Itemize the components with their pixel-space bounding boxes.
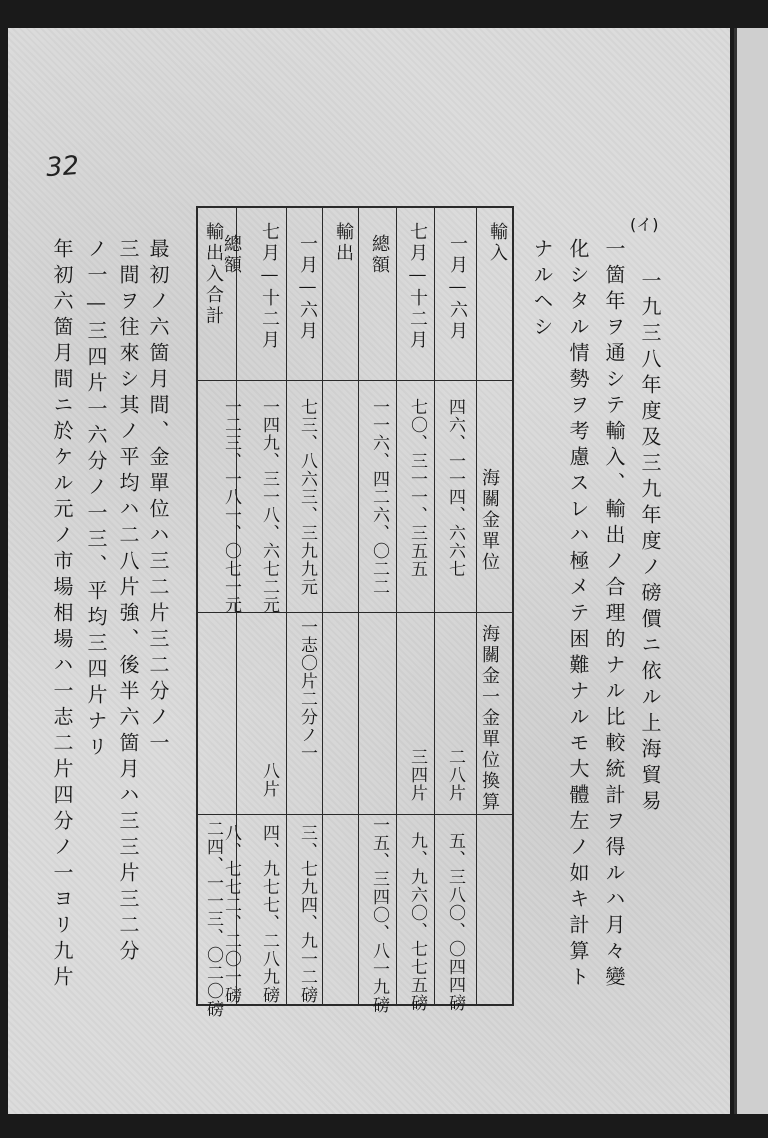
import-jul-dec-rate: 三四片 [407, 748, 427, 802]
col-sep [396, 208, 397, 1004]
export-row-total: 總額 [221, 234, 242, 276]
adjacent-page-edge [734, 28, 768, 1114]
intro-line-1: 一箇年ヲ通シテ輸入、輸出ノ合理的ナル比較統計ヲ得ルハ月々變 [602, 238, 626, 992]
export-jan-jun-gold: 七三、八六三、三九九元 [297, 398, 317, 596]
import-jan-jun-gold: 四六、一一四、六六七 [445, 398, 465, 578]
import-total-pounds: 一五、三四〇、八一九磅 [369, 816, 389, 1014]
import-jul-dec-gold: 七〇、三一一、三五五 [407, 398, 427, 578]
body-line-3: ノ一—三四片一六分ノ一三、平均三四片ナリ [84, 238, 108, 762]
export-label: 輸出 [333, 222, 354, 264]
col-sep [322, 208, 323, 1004]
export-jul-dec-gold: 一四九、三一八、六七二元 [259, 398, 279, 614]
col-sep [476, 208, 477, 1004]
col-sep [286, 208, 287, 1004]
grand-total-label: 輸出入合計 [203, 222, 224, 327]
col-header-gold-unit: 海關金單位 [479, 468, 500, 573]
export-total-gold: 一二三、一八一、〇七一元 [221, 398, 241, 614]
import-jul-dec-pounds: 九、九六〇、七七五磅 [407, 832, 427, 1012]
intro-line-2: 化シタル情勢ヲ考慮スレハ極メテ困難ナルモ大體左ノ如キ計算ト [566, 238, 590, 992]
export-jan-jun-pounds: 三、七九四、九一二磅 [297, 824, 317, 1004]
section-marker: (イ) [630, 215, 659, 234]
export-row-jul-dec: 七月—十二月 [259, 222, 280, 351]
export-jan-jun-rate: 一志〇片二分ノ一 [297, 618, 317, 762]
import-row-total: 總額 [369, 234, 390, 276]
body-line-1: 最初ノ六箇月間、金單位ハ三二片三二分ノ一 [146, 238, 170, 758]
import-jan-jun-rate: 二八片 [445, 748, 465, 802]
col-sep [434, 208, 435, 1004]
col-sep [358, 208, 359, 1004]
grand-total-pounds: 二四、一一三、〇二〇磅 [203, 820, 223, 1018]
gold-column-separator [198, 612, 512, 613]
header-separator [198, 380, 512, 381]
import-total-gold: 一一六、四二六、〇二二 [369, 398, 389, 596]
import-label: 輸入 [487, 222, 508, 264]
body-line-4: 年初六箇月間ニ於ケル元ノ市場相場ハ一志二片四分ノ一ヨリ九片 [50, 238, 74, 992]
export-row-jan-jun: 一月—六月 [297, 234, 318, 342]
section-title: 一九三八年度及三九年度ノ磅價ニ依ル上海貿易 [638, 270, 662, 816]
export-jul-dec-pounds: 四、九七七、二八九磅 [259, 824, 279, 1004]
trade-table [196, 206, 514, 1018]
export-total-pounds: 八、七七二、二〇一磅 [221, 824, 241, 1004]
import-row-jan-jun: 一月—六月 [447, 234, 468, 342]
body-line-2: 三間ヲ往來シ其ノ平均ハ二八片強、後半六箇月ハ三三片三二分 [116, 238, 140, 966]
import-row-jul-dec: 七月—十二月 [407, 222, 428, 351]
import-jan-jun-pounds: 五、三八〇、〇四四磅 [445, 832, 465, 1012]
rate-column-separator [198, 814, 512, 815]
col-header-rate: 海關金一金單位換算 [479, 624, 500, 813]
export-jul-dec-rate: 八片 [259, 762, 279, 798]
page-number: 32 [44, 150, 81, 184]
intro-line-3: ナルヘシ [530, 238, 554, 342]
